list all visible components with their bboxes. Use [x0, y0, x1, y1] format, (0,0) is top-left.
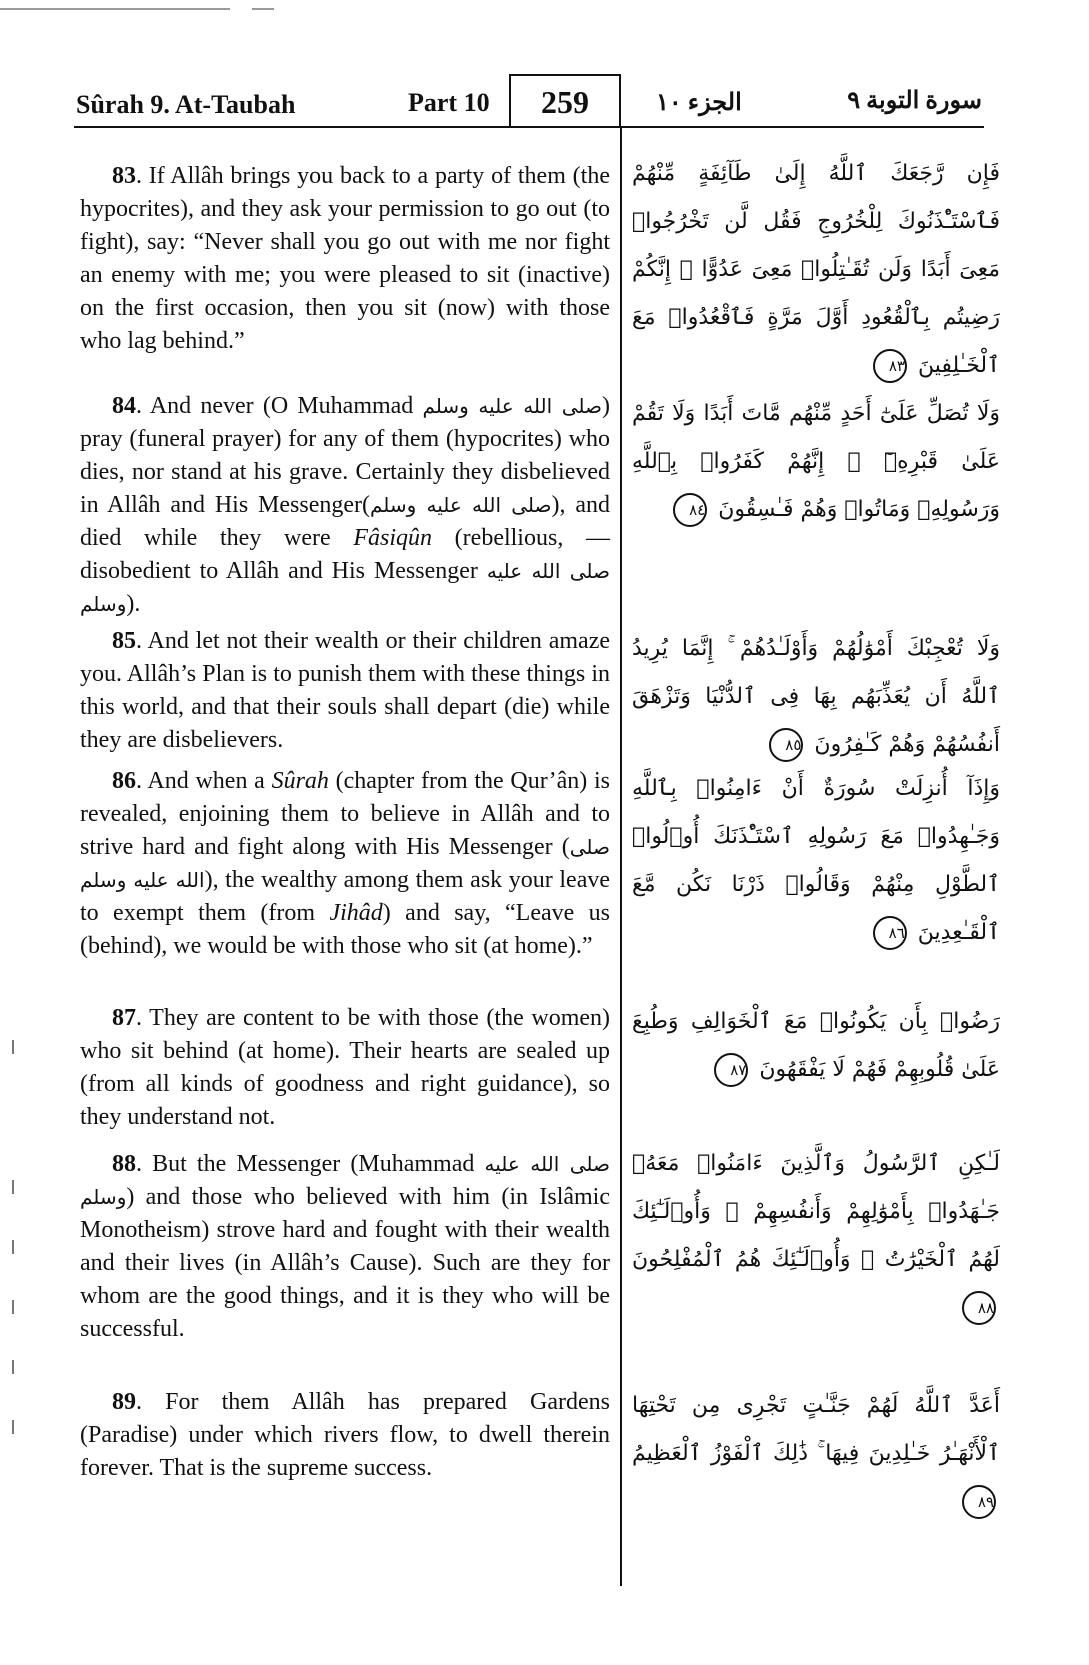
verse-85-translation: 85. And let not their wealth or their children amaze you. Allâh’s Plan is to punish them with these things in this world, and that their souls shall depart (die) while they are disbelievers.	[80, 628, 610, 753]
verse-88-arabic: لَـٰكِنِ ٱلرَّسُولُ وَٱلَّذِينَ ءَامَنُوا۟ مَعَهُۥ جَـٰهَدُوا۟ بِأَمْوَٰلِهِمْ وَأَنفُسِهِمْ ۚ وَأُو۟لَـٰٓئِكَ لَهُمُ ٱلْخَيْرَٰتُ ۖ وَأُو۟لَـٰٓئِكَ هُمُ ٱلْمُفْلِحُونَ ٨٨	[632, 1140, 1000, 1332]
verse-87-translation: 87. They are content to be with those (the women) who sit behind (at home). Their hearts are sealed up (from all kinds of goodness and right guidance), so they understand not.	[80, 1005, 610, 1130]
header-rule	[74, 126, 984, 128]
verse-number: 87	[112, 1005, 136, 1031]
verse-number: 89	[112, 1389, 136, 1415]
verse-83-translation: 83. If Allâh brings you back to a party of them (the hypocrites), and they ask your permission to go out (to fight), say: “Never shall you go out with me nor fight an enemy with me; you were pleased to sit (inactive) on the first occasion, then you sit (now) with those who lag behind.”	[80, 163, 610, 354]
verse-84-arabic: وَلَا تُصَلِّ عَلَىٰٓ أَحَدٍ مِّنْهُم مَّاتَ أَبَدًا وَلَا تَقُمْ عَلَىٰ قَبْرِهِۦٓ ۖ إِنَّهُمْ كَفَرُوا۟ بِٱللَّهِ وَرَسُولِهِۦ وَمَاتُوا۟ وَهُمْ فَـٰسِقُونَ ٨٤	[632, 390, 1000, 534]
ayah-end-marker: ٨٩	[962, 1485, 996, 1519]
scan-margin-tick	[12, 1360, 14, 1374]
verse-number: 83	[112, 163, 136, 189]
part-label-en: Part 10	[408, 88, 490, 117]
column-divider	[620, 126, 622, 1586]
page-header	[68, 74, 988, 130]
verse-85-arabic: وَلَا تُعْجِبْكَ أَمْوَٰلُهُمْ وَأَوْلَـٰدُهُمْ ۚ إِنَّمَا يُرِيدُ ٱللَّهُ أَن يُعَذِّبَهُم بِهَا فِى ٱلدُّنْيَا وَتَزْهَقَ أَنفُسُهُمْ وَهُمْ كَـٰفِرُونَ ٨٥	[632, 625, 1000, 769]
ayah-end-marker: ٨٣	[873, 349, 907, 383]
verse-number: 86	[112, 768, 136, 794]
surah-title-en: Sûrah 9. At-Taubah	[76, 90, 296, 119]
verse-83-arabic: فَإِن رَّجَعَكَ ٱللَّهُ إِلَىٰ طَآئِفَةٍ مِّنْهُمْ فَٱسْتَـْٔذَنُوكَ لِلْخُرُوجِ فَقُل لَّن تَخْرُجُوا۟ مَعِىَ أَبَدًا وَلَن تُقَـٰتِلُوا۟ مَعِىَ عَدُوًّا ۖ إِنَّكُمْ رَضِيتُم بِٱلْقُعُودِ أَوَّلَ مَرَّةٍ فَٱقْعُدُوا۟ مَعَ ٱلْخَـٰلِفِينَ ٨٣	[632, 150, 1000, 390]
verse-86-arabic: وَإِذَآ أُنزِلَتْ سُورَةٌ أَنْ ءَامِنُوا۟ بِٱللَّهِ وَجَـٰهِدُوا۟ مَعَ رَسُولِهِ ٱسْتَـْٔذَنَكَ أُو۟لُوا۟ ٱلطَّوْلِ مِنْهُمْ وَقَالُوا۟ ذَرْنَا نَكُن مَّعَ ٱلْقَـٰعِدِينَ ٨٦	[632, 765, 1000, 957]
verse-87-arabic: رَضُوا۟ بِأَن يَكُونُوا۟ مَعَ ٱلْخَوَالِفِ وَطُبِعَ عَلَىٰ قُلُوبِهِمْ فَهُمْ لَا يَفْقَهُونَ ٨٧	[632, 998, 1000, 1094]
scan-artifact-line	[252, 8, 274, 10]
scan-margin-tick	[12, 1300, 14, 1314]
verse-89-translation: 89. For them Allâh has prepared Gardens (Paradise) under which rivers flow, to dwell therein forever. That is the supreme success.	[80, 1389, 610, 1481]
ayah-end-marker: ٨٨	[962, 1291, 996, 1325]
page-number: 259	[509, 74, 621, 126]
salutation-arabic: صلى الله عليه وسلم	[80, 835, 610, 892]
salutation-arabic: صلى الله عليه وسلم	[369, 493, 552, 517]
verse-84-translation: 84. And never (O Muhammad صلى الله عليه وسلم) pray (funeral prayer) for any of them (hypocrites) who dies, nor stand at his grave. Certainly they disbelieved in Allâh and His Messenger(صلى الله عليه وسلم), and died while they were Fâsiqûn (rebellious, — disobedient to Allâh and His Messenger صلى الله عليه وسلم).	[80, 393, 611, 617]
scan-margin-tick	[12, 1180, 14, 1194]
scan-margin-tick	[12, 1040, 14, 1054]
salutation-arabic: صلى الله عليه وسلم	[80, 559, 610, 616]
verse-89-arabic: أَعَدَّ ٱللَّهُ لَهُمْ جَنَّـٰتٍ تَجْرِى مِن تَحْتِهَا ٱلْأَنْهَـٰرُ خَـٰلِدِينَ فِيهَا ۚ ذَٰلِكَ ٱلْفَوْزُ ٱلْعَظِيمُ ٨٩	[632, 1382, 1000, 1526]
verse-number: 88	[112, 1151, 136, 1177]
verse-86-translation: 86. And when a Sûrah (chapter from the Qur’ân) is revealed, enjoining them to believe in Allâh and to strive hard and fight along with His Messenger (صلى الله عليه وسلم), the wealthy among them ask your leave to exempt them (from Jihâd) and say, “Leave us (behind), we would be with those who sit (at home).”	[80, 768, 610, 959]
ayah-end-marker: ٨٦	[873, 916, 907, 950]
surah-title-ar: سورة التوبة ٩	[847, 88, 982, 114]
ayah-end-marker: ٨٤	[673, 493, 707, 527]
scan-margin-tick	[12, 1240, 14, 1254]
ayah-end-marker: ٨٥	[769, 728, 803, 762]
scan-margin-tick	[12, 1420, 14, 1434]
scan-artifact-line	[0, 8, 230, 10]
verse-number: 84	[112, 393, 136, 419]
salutation-arabic: صلى الله عليه وسلم	[422, 394, 603, 418]
verse-number: 85	[112, 628, 136, 654]
part-label-ar: الجزء ١٠	[656, 90, 742, 116]
ayah-end-marker: ٨٧	[714, 1053, 748, 1087]
salutation-arabic: صلى الله عليه وسلم	[80, 1152, 610, 1209]
verse-88-translation: 88. But the Messenger (Muhammad صلى الله عليه وسلم) and those who believed with him (in Islâmic Monotheism) strove hard and fought with their wealth and their lives (in Allâh’s Cause). Such are they for whom are the good things, and it is they who will be successful.	[80, 1151, 610, 1342]
